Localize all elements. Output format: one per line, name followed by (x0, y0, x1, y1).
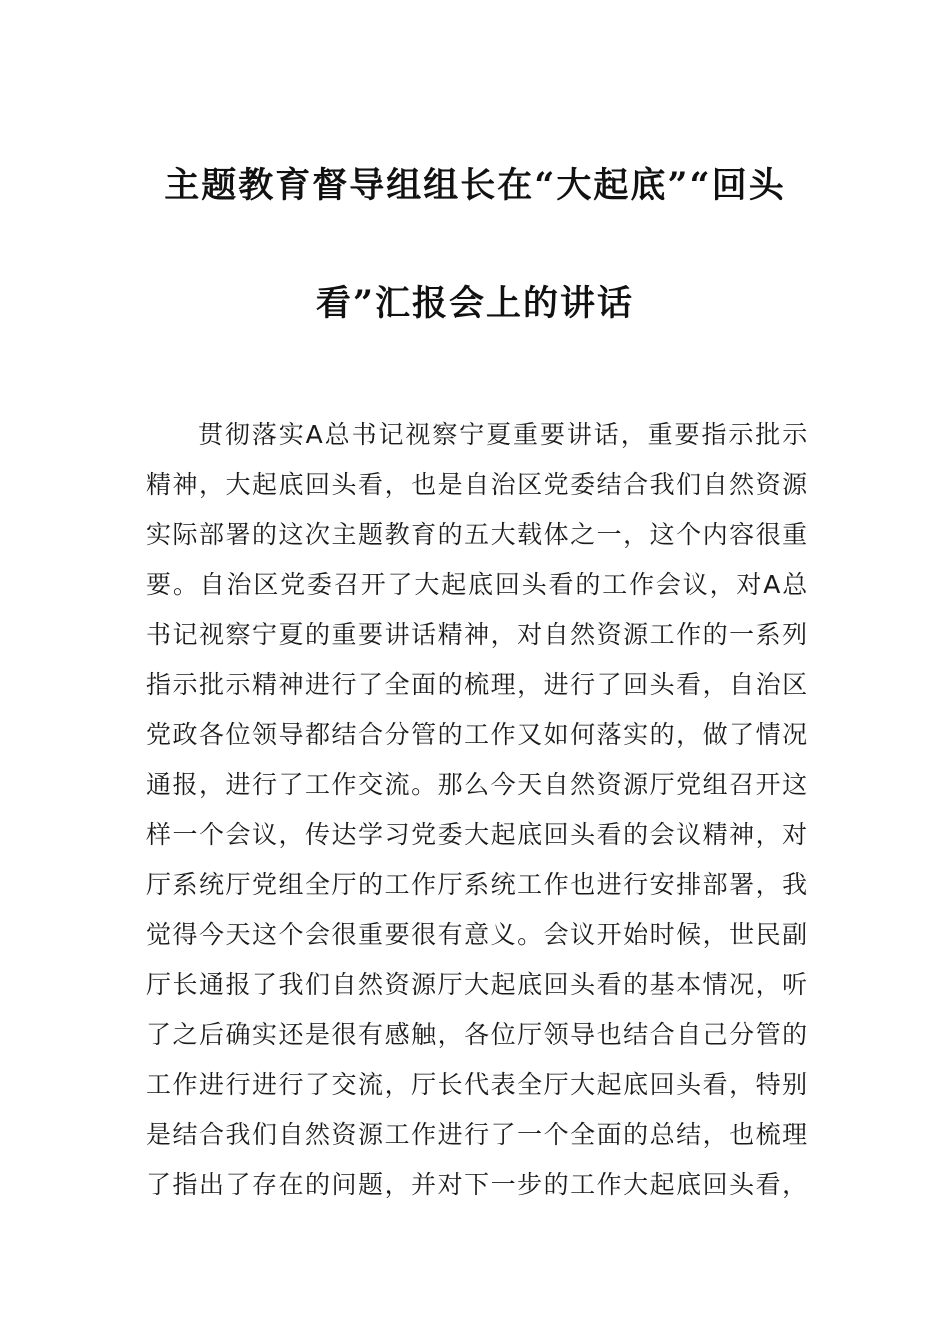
document-title-line-1: 主题教育督导组组长在“大起底”“回头 (164, 165, 786, 206)
body-line: 觉得今天这个会很重要很有意义。会议开始时候，世民副 (146, 920, 808, 949)
body-line: 厅长通报了我们自然资源厅大起底回头看的基本情况，听 (146, 970, 808, 999)
document-title-line-2: 看”汇报会上的讲话 (315, 283, 635, 324)
body-line: 实际部署的这次主题教育的五大载体之一，这个内容很重 (146, 520, 808, 549)
body-line: 精神，大起底回头看，也是自治区党委结合我们自然资源 (146, 470, 808, 499)
body-line: 要。自治区党委召开了大起底回头看的工作会议，对A总 (146, 570, 808, 599)
body-line: 样一个会议，传达学习党委大起底回头看的会议精神，对 (146, 820, 808, 849)
body-line: 指示批示精神进行了全面的梳理，进行了回头看，自治区 (146, 670, 808, 699)
body-line: 了之后确实还是很有感触，各位厅领导也结合自己分管的 (146, 1020, 808, 1049)
body-line: 贯彻落实A总书记视察宁夏重要讲话，重要指示批示 (198, 420, 808, 449)
document-body (146, 410, 808, 1210)
body-line: 党政各位领导都结合分管的工作又如何落实的，做了情况 (146, 720, 808, 749)
body-line: 厅系统厅党组全厅的工作厅系统工作也进行安排部署，我 (146, 870, 808, 899)
body-line: 通报，进行了工作交流。那么今天自然资源厅党组召开这 (146, 770, 808, 799)
body-line: 工作进行进行了交流，厅长代表全厅大起底回头看，特别 (146, 1070, 808, 1099)
body-line: 书记视察宁夏的重要讲话精神，对自然资源工作的一系列 (146, 620, 808, 649)
body-line: 了指出了存在的问题，并对下一步的工作大起底回头看， (146, 1170, 808, 1199)
body-line: 是结合我们自然资源工作进行了一个全面的总结，也梳理 (146, 1120, 808, 1149)
